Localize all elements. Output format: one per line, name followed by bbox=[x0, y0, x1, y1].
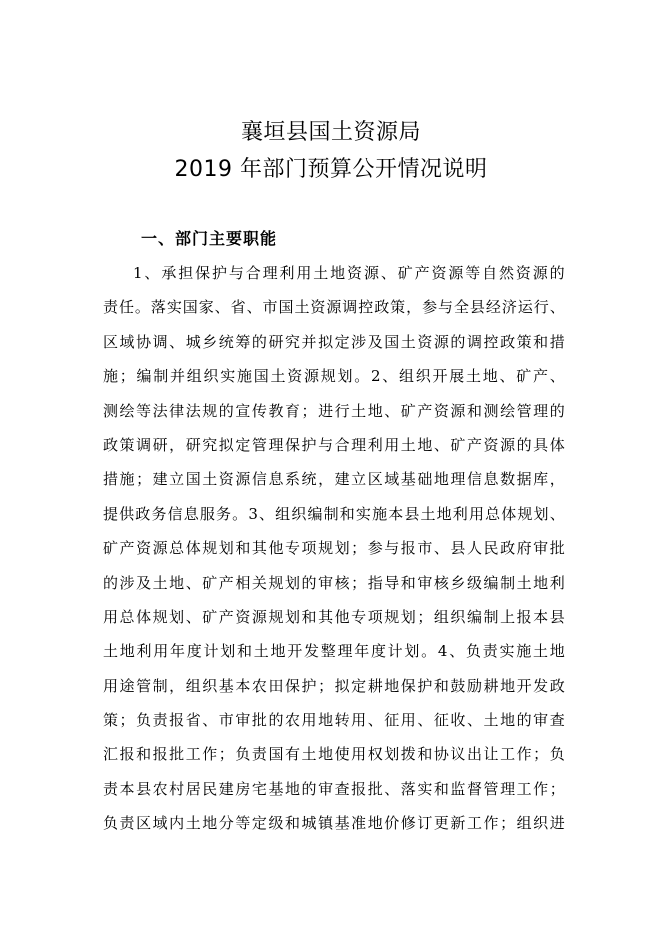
section-body bbox=[103, 262, 565, 847]
paragraph-line: 提供政务信息服务。3、组织编制和实施本县土地利用总体规划、 bbox=[103, 504, 565, 523]
document-title-line-1: 襄垣县国土资源局 bbox=[240, 120, 421, 145]
paragraph-line: 政策调研，研究拟定管理保护与合理利用土地、矿产资源的具体 bbox=[103, 435, 565, 454]
paragraph-line: 的涉及土地、矿产相关规划的审核；指导和审核乡级编制土地利 bbox=[103, 573, 565, 592]
paragraph-line: 土地利用年度计划和土地开发整理年度计划。4、负责实施土地 bbox=[103, 642, 565, 661]
paragraph-line: 用总体规划、矿产资源规划和其他专项规划；组织编制上报本县 bbox=[103, 607, 565, 626]
document-title-line-2: 2019 年部门预算公开情况说明 bbox=[174, 157, 488, 182]
paragraph-line: 施；编制并组织实施国土资源规划。2、组织开展土地、矿产、 bbox=[103, 367, 565, 386]
paragraph-line: 测绘等法律法规的宣传教育；进行土地、矿产资源和测绘管理的 bbox=[103, 401, 565, 420]
paragraph-line: 用途管制，组织基本农田保护；拟定耕地保护和鼓励耕地开发政 bbox=[103, 676, 565, 695]
paragraph-line: 1、承担保护与合理利用土地资源、矿产资源等自然资源的 bbox=[133, 264, 565, 282]
paragraph-line: 矿产资源总体规划和其他专项规划；参与报市、县人民政府审批 bbox=[103, 539, 565, 558]
paragraph-line: 区域协调、城乡统筹的研究并拟定涉及国土资源的调控政策和措 bbox=[103, 332, 565, 351]
paragraph-line: 汇报和报批工作；负责国有土地使用权划拨和协议出让工作；负 bbox=[103, 745, 565, 764]
paragraph-line: 措施；建立国土资源信息系统，建立区域基础地理信息数据库， bbox=[103, 470, 565, 489]
paragraph-line: 责任。落实国家、省、市国土资源调控政策，参与全县经济运行、 bbox=[103, 298, 565, 317]
paragraph-line: 负责区域内土地分等定级和城镇基准地价修订更新工作；组织进 bbox=[103, 814, 565, 833]
paragraph-line: 策；负责报省、市审批的农用地转用、征用、征收、土地的审查 bbox=[103, 711, 565, 730]
section-heading-functions: 一、部门主要职能 bbox=[141, 229, 278, 248]
paragraph-line: 责本县农村居民建房宅基地的审查报批、落实和监督管理工作； bbox=[103, 779, 565, 798]
